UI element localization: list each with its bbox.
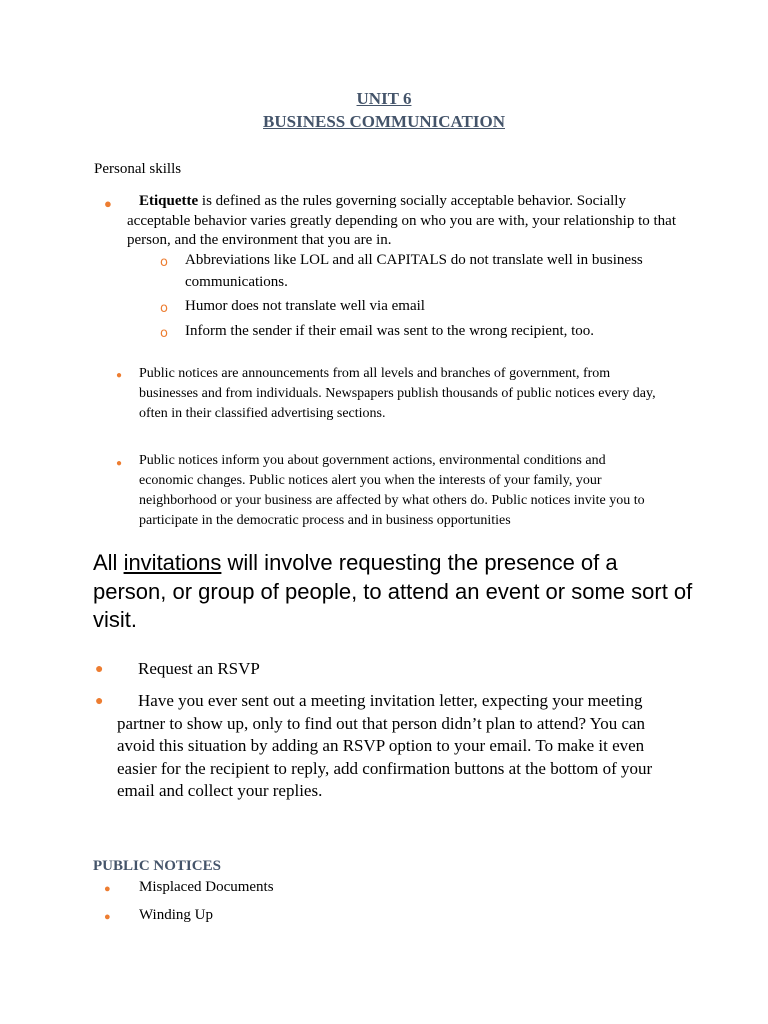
bullet-icon: ● bbox=[95, 694, 104, 709]
etiquette-paragraph bbox=[127, 192, 687, 251]
public-notices-definition: Public notices are announcements from all levels and branches of government, from businesses and from individuals. Newspapers publish thousands of public notices every day, often in their classified advertising sections. bbox=[139, 366, 656, 421]
sub-item-humor: Humor does not translate well via email bbox=[185, 298, 425, 314]
page-title: BUSINESS COMMUNICATION bbox=[263, 112, 505, 131]
invitations-keyword: invitations bbox=[123, 550, 222, 575]
rsvp-request-item: Request an RSVP bbox=[138, 659, 260, 678]
sub-item-abbreviations: Abbreviations like LOL and all CAPITALS do not translate well in business communications. bbox=[185, 252, 643, 290]
circle-bullet-icon: o bbox=[160, 255, 168, 270]
list-item-winding-up: Winding Up bbox=[139, 907, 213, 923]
bullet-icon: ● bbox=[116, 458, 123, 469]
bullet-icon: ● bbox=[95, 662, 104, 677]
etiquette-definition: is defined as the rules governing socially acceptable behavior. Socially acceptable behavior varies greatly depending on who you are with, your relationship to that person, and the environment that you are in. bbox=[127, 193, 676, 248]
etiquette-term: Etiquette bbox=[139, 193, 199, 209]
list-item-misplaced-documents: Misplaced Documents bbox=[139, 879, 274, 895]
bullet-icon: ● bbox=[104, 883, 111, 895]
rsvp-explanation: Have you ever sent out a meeting invitation letter, expecting your meeting partner to show up, only to find out that person didn’t plan to attend? You can avoid this situation by adding an RSVP option to your email. To make it even easier for the recipient to reply, add confirmation buttons at the bottom of your email and collect your replies. bbox=[117, 691, 653, 800]
circle-bullet-icon: o bbox=[160, 301, 168, 316]
invitations-suffix: will involve requesting the presence of a person, or group of people, to attend an event or some sort of visit. bbox=[93, 550, 693, 632]
bullet-icon: ● bbox=[104, 196, 112, 211]
bullet-icon: ● bbox=[104, 911, 111, 923]
section-label-personal-skills: Personal skills bbox=[94, 161, 182, 177]
sub-item-inform-sender: Inform the sender if their email was sent to the wrong recipient, too. bbox=[185, 323, 595, 339]
invitations-paragraph bbox=[93, 549, 693, 635]
unit-label: UNIT 6 bbox=[356, 89, 412, 108]
public-notices-heading: PUBLIC NOTICES bbox=[93, 858, 221, 874]
public-notices-inform: Public notices inform you about government actions, environmental conditions and economic changes. Public notices alert you when the interests of your family, your neighborhood or your business are affected by what others do. Public notices invite you to participate in the democratic process and in business opportunities bbox=[139, 453, 645, 528]
circle-bullet-icon: o bbox=[160, 326, 168, 341]
bullet-icon: ● bbox=[116, 370, 123, 381]
invitations-prefix: All bbox=[93, 550, 124, 575]
